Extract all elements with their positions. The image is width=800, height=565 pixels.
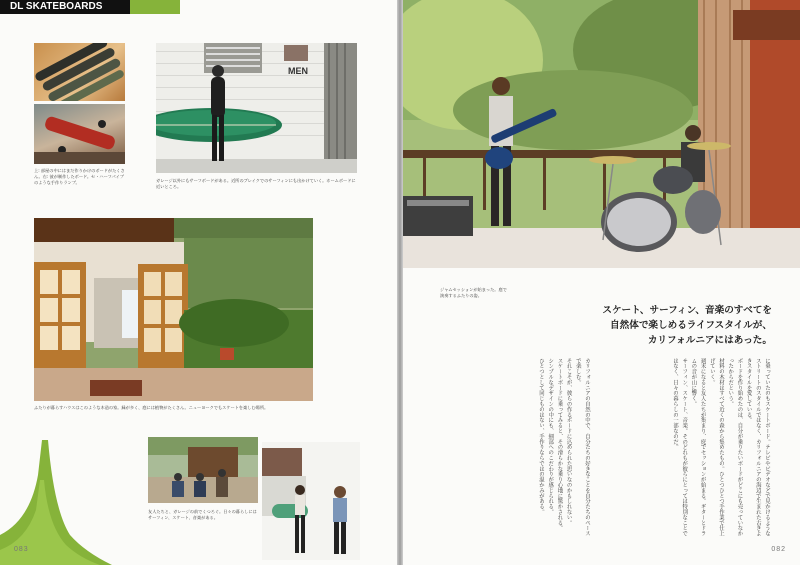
body-paragraph: ボードを作り始めたのは、自分が乗りたいボードがどこにも売っていなかったからだという。 bbox=[727, 358, 743, 537]
section-accent-bar bbox=[130, 0, 180, 14]
surfboard-friends-photo bbox=[262, 442, 360, 560]
section-header bbox=[0, 0, 180, 14]
body-paragraph: スケートボードに乗ってみると、その滑らかな乗り心地に驚かされる。 bbox=[556, 358, 563, 531]
surfer-caption: ガレージ以外にもサーフボードがある。近所のブレイクでのサーフィンにも出かけていく。ホームボードに近いところ。 bbox=[156, 178, 356, 190]
surfer-photo bbox=[156, 43, 357, 173]
photo-caption: ジャムセッションが始まった。庭で演奏するふたりの姿。 bbox=[440, 287, 507, 299]
body-paragraph: それこそが、彼らの作るボードに込められた思いなのかもしれない。 bbox=[565, 358, 572, 526]
workbench-photo bbox=[34, 104, 125, 164]
jam-session-photo bbox=[403, 0, 800, 268]
house-caption: ふたりが暮らすハウスはこのような木造の家。緑が多く、庭には植物がたくさん。ニューヨークでもスケートを楽しむ場所。 bbox=[34, 405, 269, 410]
section-title: DL SKATEBOARDS bbox=[0, 0, 130, 14]
skateboards-photo bbox=[34, 43, 125, 101]
men-sign: MEN bbox=[288, 66, 308, 76]
skateboards-caption: 上: 部屋の中にはまだ作りかけのボードがたくさん。右: 彼が制作したボード。セ・ハーフパイプのような手作りランプ。 bbox=[34, 168, 125, 186]
body-paragraph: 週末になると友人たちが集まり、庭でセッションが始まる。ギターとドラムの音が山に響く。 bbox=[690, 358, 706, 537]
body-paragraph: ひとつとして同じものはない、手作りならではの温かみがある。 bbox=[537, 358, 544, 515]
headline-line-1: スケート、サーフィン、音楽のすべてを bbox=[602, 305, 772, 316]
right-page bbox=[403, 0, 800, 565]
body-column-2 bbox=[423, 358, 591, 538]
body-paragraph: カリフォルニアの自然の中で、自分たちの好きなことを自分たちのペースで楽しむ。 bbox=[574, 358, 590, 537]
body-column-1 bbox=[603, 358, 771, 538]
body-paragraph: シンプルなデザインの中にも、細部へのこだわりが感じられる。 bbox=[547, 358, 554, 515]
house-photo bbox=[34, 218, 313, 401]
left-page-number: 083 bbox=[14, 546, 29, 553]
body-paragraph: に乗っていたのもスケートボード。テレビやビデオなどで見かけるようなストリートのスタイルではなく、カリフォルニアの海辺で生まれた古きよきスタイルを愛している。 bbox=[745, 358, 770, 537]
right-page-number: 082 bbox=[771, 546, 786, 553]
left-page bbox=[0, 0, 397, 565]
headline-line-3: カリフォルニアにはあった。 bbox=[647, 335, 772, 346]
article-headline bbox=[602, 303, 772, 348]
headline-line-2: 自然体で楽しめるライフスタイルが、 bbox=[610, 320, 772, 331]
friends-caption: 友人たちと、ガレージの前でくつろぐ。日々の暮らしにはサーフィン、スケート、音楽がある。 bbox=[148, 509, 257, 521]
body-paragraph: 材料の木材はすべて近くの森から集めたもの。ひとつひとつ手作業で仕上げていく。 bbox=[708, 358, 724, 537]
garage-friends-photo bbox=[148, 437, 258, 503]
body-paragraph: サーフィン、スケート、音楽。そのどれもが彼らにとっては特別なことではなく、日々の暮らしの一部なのだ。 bbox=[671, 358, 688, 537]
